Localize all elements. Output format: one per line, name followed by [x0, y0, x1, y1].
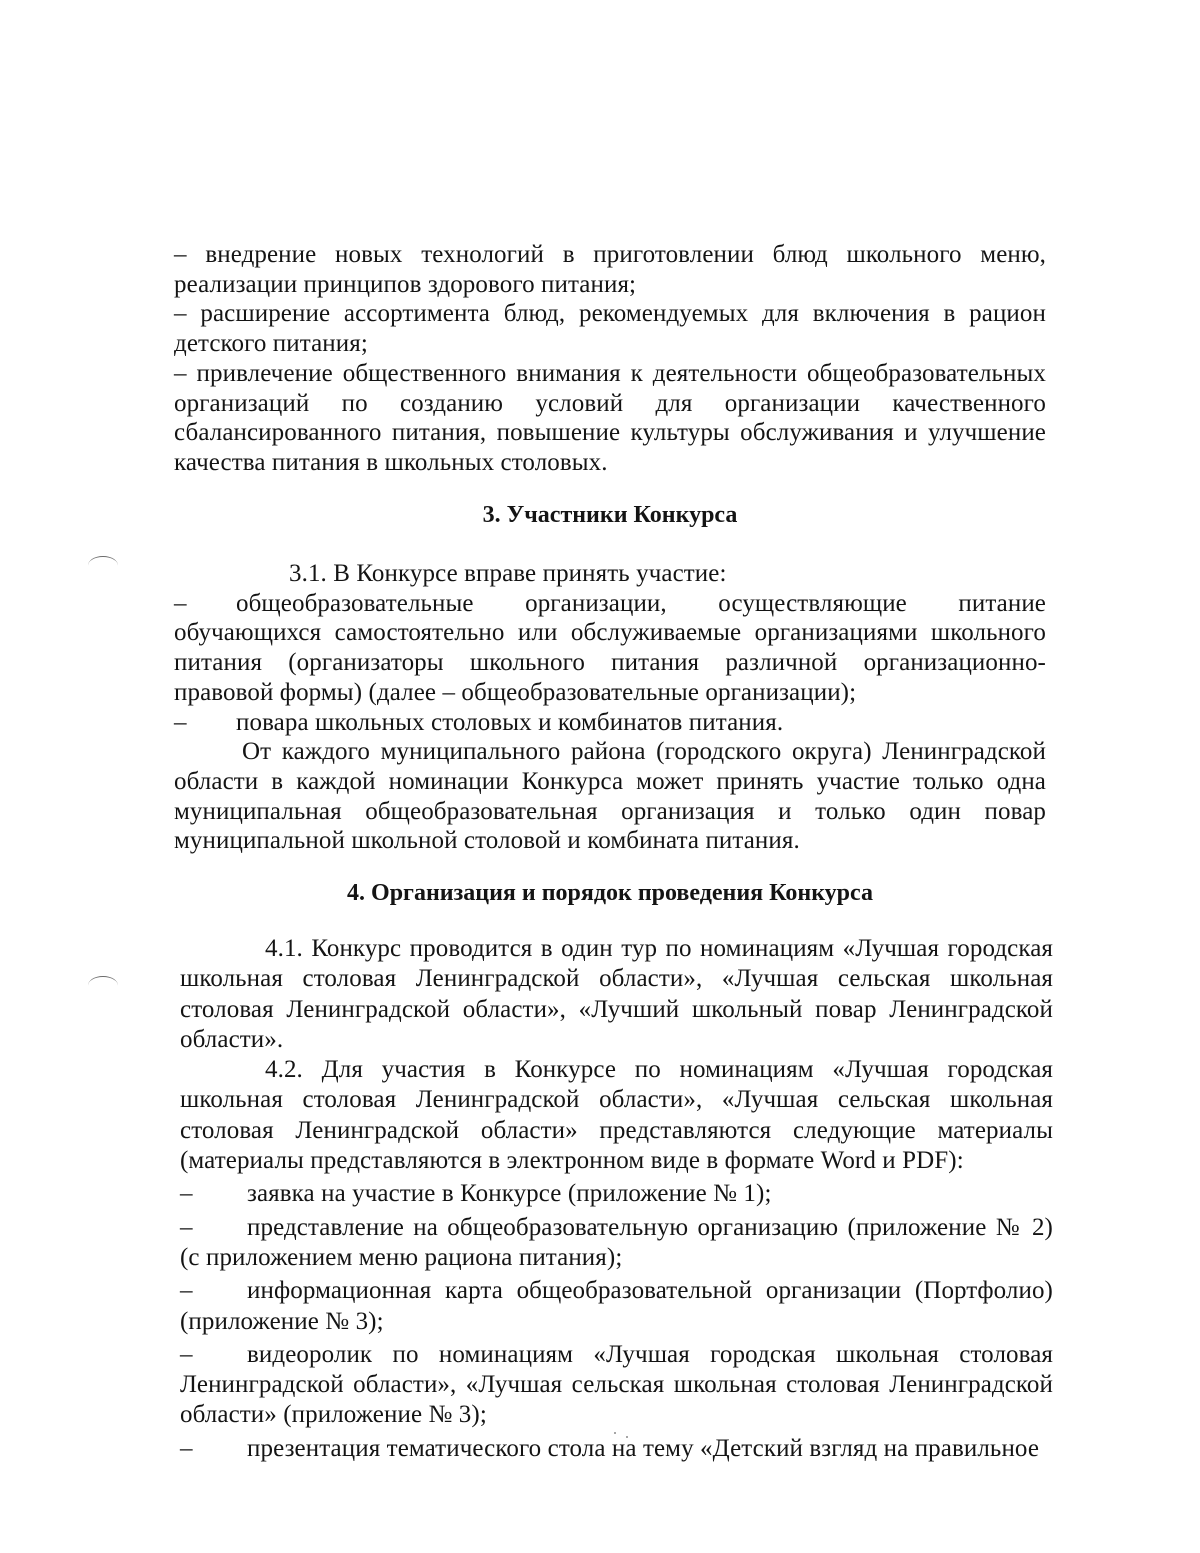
- list-item-text: повара школьных столовых и комбинатов питания.: [236, 708, 784, 736]
- list-item: [174, 589, 1046, 708]
- list-item: [180, 1340, 1053, 1431]
- intro-list: [174, 240, 1046, 478]
- list-dash: –: [180, 1434, 193, 1462]
- list-item-text: заявка на участие в Конкурсе (приложение № 1);: [247, 1180, 772, 1208]
- list-dash: –: [174, 589, 187, 617]
- scan-artifact-mark: [88, 976, 118, 995]
- list-dash: –: [180, 1180, 193, 1208]
- scan-artifact-mark: [88, 556, 118, 575]
- paragraph-3-note: От каждого муниципального района (городского округа) Ленинградской области в каждой номинации Конкурса может принять участие только одна муниципальная общеобразовательная организация и только один повар муниципальной школьной столовой и комбината питания.: [174, 738, 1046, 855]
- list-dash: –: [180, 1340, 193, 1368]
- list-item-text: представление на общеобразовательную организацию (приложение № 2) (с приложением меню рациона питания);: [180, 1213, 1053, 1271]
- list-dash: –: [180, 1213, 193, 1241]
- list-item: – привлечение общественного внимания к деятельности общеобразовательных организаций по созданию условий для организации качественного сбалансированного питания, повышение культуры обслуживания и улучшение качества питания в школьных столовых.: [174, 359, 1046, 476]
- list-item-text: презентация тематического стола на тему «Детский взгляд на правильное: [247, 1434, 1040, 1462]
- section-3-body: [174, 559, 1046, 856]
- list-item-text: общеобразовательные организации, осуществляющие питание обучающихся самостоятельно или обслуживаемые организациями школьного питания (организаторы школьного питания различной организационно-правовой формы) (далее – общеобразовательные организации);: [174, 589, 1046, 706]
- list-dash: –: [174, 708, 187, 736]
- paragraph-4-2: 4.2. Для участия в Конкурсе по номинациям «Лучшая городская школьная столовая Ленинградской области», «Лучшая сельская школьная столовая Ленинградской области» представляются следующие материалы (материалы представляются в электронном виде в формате Word и PDF):: [180, 1056, 1053, 1175]
- section-4-body: [180, 934, 1053, 1464]
- list-item: [174, 708, 1046, 738]
- list-item: – расширение ассортимента блюд, рекомендуемых для включения в рацион детского питания;: [174, 300, 1046, 358]
- list-item-text: информационная карта общеобразовательной организации (Портфолио) (приложение № 3);: [180, 1277, 1053, 1335]
- list-item: [180, 1179, 1053, 1209]
- list-item: [180, 1276, 1053, 1337]
- list-item: [180, 1434, 1053, 1464]
- paragraph-4-1: 4.1. Конкурс проводится в один тур по номинациям «Лучшая городская школьная столовая Ленинградской области», «Лучшая сельская школьная столовая Ленинградской области», «Лучший школьный повар Ленинградской области».: [180, 935, 1053, 1053]
- list-item: – внедрение новых технологий в приготовлении блюд школьного меню, реализации принципов здорового питания;: [174, 241, 1046, 298]
- list-dash: –: [180, 1277, 193, 1305]
- list-item-text: видеоролик по номинациям «Лучшая городская школьная столовая Ленинградской области», «Лучшая сельская школьная столовая Ленинградской области» (приложение № 3);: [180, 1340, 1053, 1429]
- list-item: [180, 1213, 1053, 1274]
- section-4-heading: 4. Организация и порядок проведения Конкурса: [347, 880, 873, 906]
- paragraph-3-1: 3.1. В Конкурсе вправе принять участие:: [289, 560, 727, 587]
- section-3-heading: 3. Участники Конкурса: [482, 502, 738, 528]
